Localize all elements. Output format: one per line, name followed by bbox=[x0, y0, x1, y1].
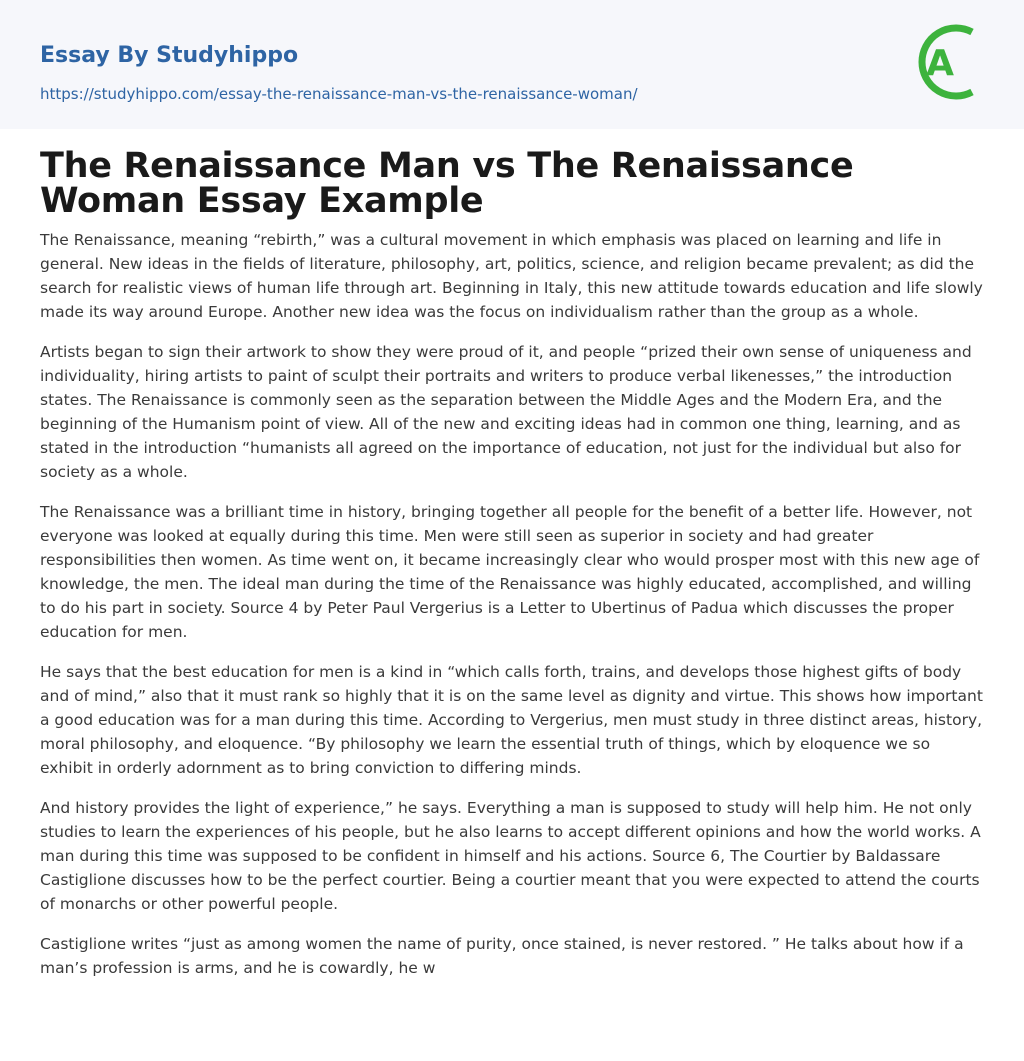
brand-title: Essay By Studyhippo bbox=[40, 43, 299, 68]
source-url-link[interactable]: https://studyhippo.com/essay-the-renaissance-man-vs-the-renaissance-woman/ bbox=[40, 85, 638, 103]
logo-letter: A bbox=[926, 43, 954, 84]
paragraph: Artists began to sign their artwork to show they were proud of it, and people “prized their own sense of uniqueness and individuality, hiring artists to paint of sculpt their portraits and writers to produce verbal likenesses,” the introduction states. The Renaissance is commonly seen as the separation between the Middle Ages and the Modern Era, and the beginning of the Humanism point of view. All of the new and exciting ideas had in common one thing, learning, and as stated in the introduction “humanists all agreed on the importance of education, not just for the individual but also for society as a whole. bbox=[40, 343, 972, 481]
paragraph: And history provides the light of experience,” he says. Everything a man is supposed to study will help him. He not only studies to learn the experiences of his people, but he also learns to accept different opinions and how the world works. A man during this time was supposed to be confident in himself and his actions. Source 6, The Courtier by Baldassare Castiglione discusses how to be the perfect courtier. Being a courtier meant that you were expected to attend the courts of monarchs or other powerful people. bbox=[40, 799, 981, 913]
studyhippo-logo-icon[interactable] bbox=[912, 20, 986, 104]
paragraph: The Renaissance, meaning “rebirth,” was a cultural movement in which emphasis was placed on learning and life in general. New ideas in the fields of literature, philosophy, art, politics, science, and religion became prevalent; as did the search for realistic views of human life through art. Beginning in Italy, this new attitude towards education and life slowly made its way around Europe. Another new idea was the focus on individualism rather than the group as a whole. bbox=[40, 231, 983, 321]
article-body bbox=[40, 228, 984, 996]
site-header bbox=[0, 0, 1024, 129]
article-title: The Renaissance Man vs The Renaissance Woman Essay Example bbox=[40, 146, 854, 221]
paragraph: Castiglione writes “just as among women the name of purity, once stained, is never restored. ” He talks about how if a man’s profession is arms, and he is cowardly, he w bbox=[40, 935, 964, 977]
paragraph: The Renaissance was a brilliant time in history, bringing together all people for the benefit of a better life. However, not everyone was looked at equally during this time. Men were still seen as superior in society and had greater responsibilities then women. As time went on, it became increasingly clear who would prosper most with this new age of knowledge, the men. The ideal man during the time of the Renaissance was highly educated, accomplished, and willing to do his part in society. Source 4 by Peter Paul Vergerius is a Letter to Ubertinus of Padua which discusses the proper education for men. bbox=[40, 503, 980, 641]
paragraph: He says that the best education for men is a kind in “which calls forth, trains, and develops those highest gifts of body and of mind,” also that it must rank so highly that it is on the same level as dignity and virtue. This shows how important a good education was for a man during this time. According to Vergerius, men must study in three distinct areas, history, moral philosophy, and eloquence. “By philosophy we learn the essential truth of things, which by eloquence we so exhibit in orderly adornment as to bring conviction to differing minds. bbox=[40, 663, 983, 777]
